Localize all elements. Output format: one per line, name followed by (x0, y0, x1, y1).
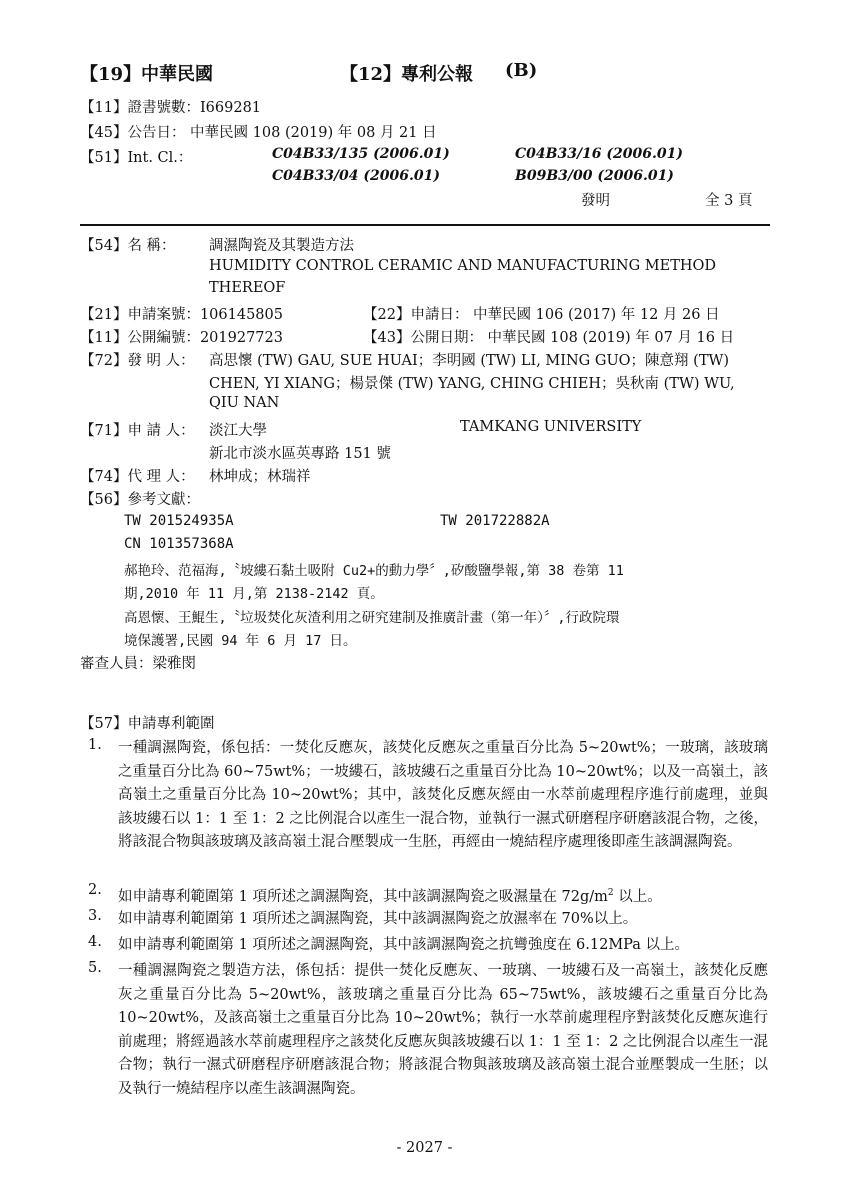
inventors-line: QIU NAN (209, 395, 280, 411)
reference-item: 高恩懷、王鯤生,〝垃圾焚化灰渣利用之研究建制及推廣計畫（第一年）〞,行政院環 (124, 610, 620, 626)
claims-heading: 【57】申請專利範圍 (80, 716, 215, 732)
ipc-class: C04B33/16 (2006.01) (515, 146, 683, 162)
ipc-class: C04B33/04 (2006.01) (272, 168, 440, 184)
references-label: 【56】參考文獻： (80, 492, 200, 508)
reference-item: TW 201722882A (440, 513, 550, 529)
inventors-line: CHEN, YI XIANG；楊景傑 (TW) YANG, CHING CHIEH；吳秋南 (TW) WU, (209, 376, 735, 392)
claim-item (88, 960, 768, 1101)
claim-number: 2. (88, 882, 102, 898)
reference-item: TW 201524935A (124, 513, 234, 529)
claim-text: 一種調濕陶瓷之製造方法，係包括：提供一焚化反應灰、一玻璃、一坡縷石及一高嶺土，該焚化反應灰之重量百分比為 5~20wt%，該玻璃之重量百分比為 65~75wt%，該坡縷石之重量百分比為 10~20wt%，及該高嶺土之重量百分比為 10~20wt%；執行一水萃前處理程序對該焚化反應灰進行前處理；將經過該水萃前處理程序之該焚化反應灰與該坡縷石以 1：1 至 1：2 之比例混合以產生一混合物；執行一濕式研磨程序研磨該混合物；將該混合物與該玻璃及該高嶺土混合並壓製成一生胚；以及執行一燒結程序以產生該調濕陶瓷。 (118, 963, 768, 1097)
superscript: 2 (607, 888, 614, 898)
page-number: - 2027 - (396, 1140, 453, 1156)
claim-item (88, 934, 768, 958)
reference-item-cont: 期,2010 年 11 月,第 2138-2142 頁。 (124, 586, 384, 602)
ipc-class: B09B3/00 (2006.01) (515, 168, 674, 184)
inventors-label: 【72】發 明 人： (80, 353, 195, 369)
title-en-cont: THEREOF (209, 280, 286, 296)
agent-label: 【74】代 理 人： (80, 469, 195, 485)
kind-code: (B) (505, 60, 538, 81)
application-date: 【22】申請日： 中華民國 106 (2017) 年 12 月 26 日 (363, 307, 720, 323)
page-count: 全 3 頁 (705, 193, 753, 209)
claim-text-part: 以上。 (613, 888, 662, 905)
claim-text: 如申請專利範圍第 1 項所述之調濕陶瓷，其中該調濕陶瓷之放濕率在 70%以上。 (118, 911, 638, 927)
inventors-line: 高思懷 (TW) GAU, SUE HUAI；李明國 (TW) LI, MING GUO；陳意翔 (TW) (209, 353, 730, 369)
title-label: 【54】名 稱： (80, 238, 176, 254)
applicant-address: 新北市淡水區英專路 151 號 (209, 446, 391, 462)
agent-names: 林坤成；林瑞祥 (209, 469, 311, 485)
country-code: 【19】中華民國 (80, 64, 214, 85)
claim-text (118, 882, 768, 909)
claim-item (88, 737, 768, 855)
claim-text-part: 如申請專利範圍第 1 項所述之調濕陶瓷，其中該調濕陶瓷之吸濕量在 72g/m (118, 888, 608, 905)
claim-number: 5. (88, 960, 102, 976)
title-zh: 調濕陶瓷及其製造方法 (209, 238, 354, 254)
title-en: HUMIDITY CONTROL CERAMIC AND MANUFACTURING METHOD (209, 258, 717, 274)
patent-category: 發明 (581, 193, 610, 209)
publication-date: 【43】公開日期： 中華民國 108 (2019) 年 07 月 16 日 (363, 330, 735, 346)
ipc-label: 【51】Int. Cl.： (80, 150, 193, 166)
announcement-date: 【45】公告日： 中華民國 108 (2019) 年 08 月 21 日 (80, 125, 437, 141)
reference-item-cont: 境保護署,民國 94 年 6 月 17 日。 (124, 633, 357, 649)
applicant-name-zh: 淡江大學 (209, 423, 267, 439)
claim-item (88, 908, 768, 932)
certificate-number: 【11】證書號數：I669281 (80, 100, 262, 116)
publication-number: 【11】公開編號：201927723 (80, 330, 283, 346)
reference-item: 郝艳玲、范福海,〝坡縷石黏土吸附 Cu2+的動力學〞,矽酸鹽學報,第 38 卷第 11 (124, 563, 624, 579)
reference-item: CN 101357368A (124, 536, 234, 552)
application-number: 【21】申請案號：106145805 (80, 307, 283, 323)
ipc-class: C04B33/135 (2006.01) (272, 146, 450, 162)
claim-text: 一種調濕陶瓷，係包括：一焚化反應灰，該焚化反應灰之重量百分比為 5~20wt%；一玻璃，該玻璃之重量百分比為 60~75wt%；一坡縷石，該坡縷石之重量百分比為 10~20wt%；以及一高嶺土，該高嶺土之重量百分比為 10~20wt%；其中，該焚化反應灰經由一水萃前處理程序進行前處理，並與該坡縷石以 1：1 至 1：2 之比例混合以產生一混合物，並執行一濕式研磨程序研磨該混合物，之後，將該混合物與該玻璃及該高嶺土混合壓製成一生胚，再經由一燒結程序處理後即產生該調濕陶瓷。 (118, 740, 768, 850)
applicant-label: 【71】申 請 人： (80, 423, 195, 439)
claim-number: 1. (88, 737, 102, 753)
applicant-name-en: TAMKANG UNIVERSITY (460, 419, 642, 435)
claim-number: 3. (88, 908, 102, 924)
claim-item (88, 882, 768, 909)
claim-text: 如申請專利範圍第 1 項所述之調濕陶瓷，其中該調濕陶瓷之抗彎強度在 6.12MPa 以上。 (118, 937, 690, 953)
examiner: 審查人員：梁雅閔 (80, 656, 196, 672)
claim-number: 4. (88, 934, 102, 950)
document-type: 【12】專利公報 (340, 64, 474, 85)
header-divider (80, 224, 770, 226)
